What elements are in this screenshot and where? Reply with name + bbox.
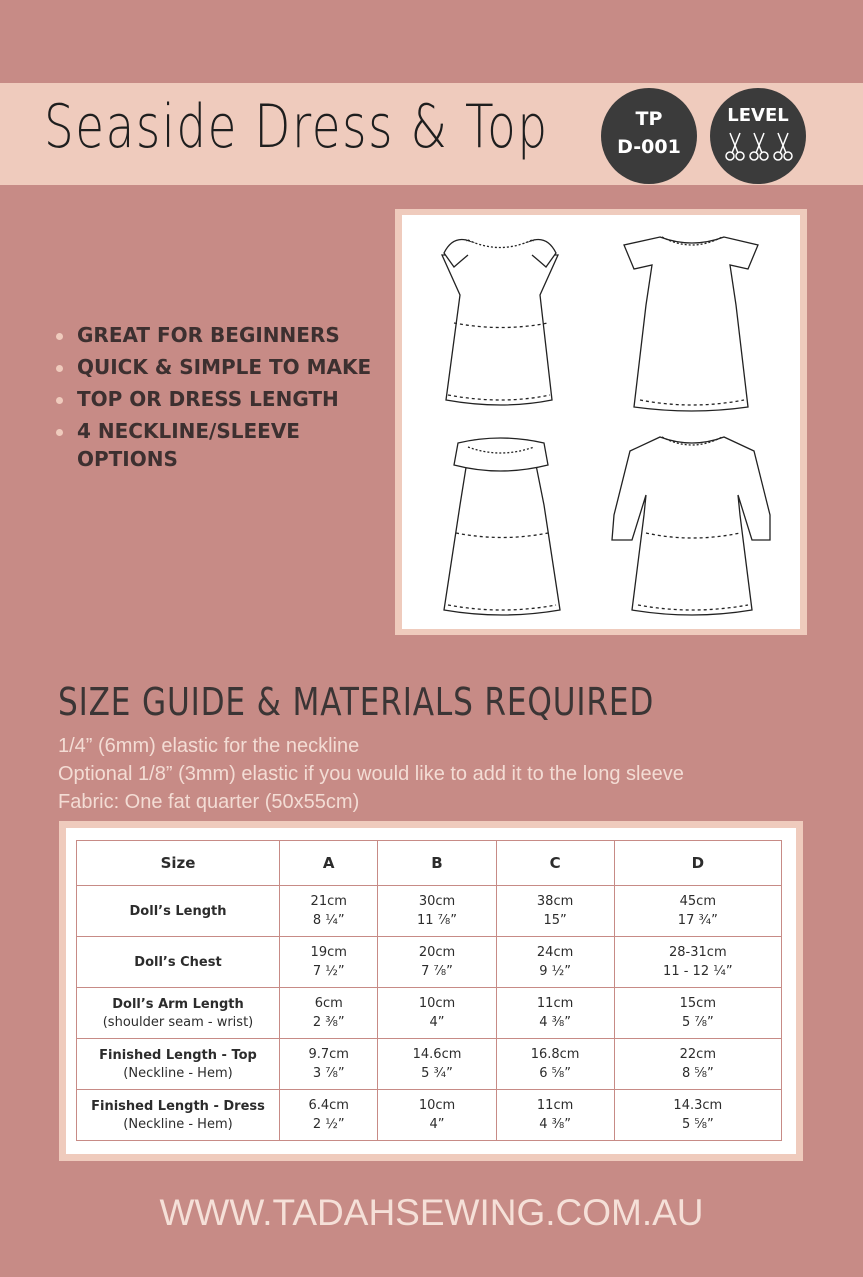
table-cell: 22cm 8 ⅝” <box>614 1039 781 1090</box>
table-cell: 15cm 5 ⅞” <box>614 988 781 1039</box>
pattern-code-prefix: TP <box>635 108 663 130</box>
scissors-icon <box>774 133 792 160</box>
table-row <box>77 1090 782 1141</box>
feature-item: GREAT FOR BEGINNERS <box>56 321 377 349</box>
column-header: B <box>378 841 496 886</box>
column-header: Size <box>77 841 280 886</box>
table-cell: 24cm 9 ½” <box>496 937 614 988</box>
cap-sleeve-dress-illustration <box>624 237 758 411</box>
row-label-main: Doll’s Arm Length <box>112 996 244 1012</box>
table-cell: 6.4cm 2 ½” <box>280 1090 378 1141</box>
feature-item: QUICK & SIMPLE TO MAKE <box>56 353 377 381</box>
column-header: C <box>496 841 614 886</box>
table-cell: 30cm 11 ⅞” <box>378 886 496 937</box>
table-cell: 20cm 7 ⅞” <box>378 937 496 988</box>
row-label <box>77 988 280 1039</box>
size-table <box>76 840 782 1141</box>
pattern-code-number: D-001 <box>617 136 681 158</box>
row-label-sub: (Neckline - Hem) <box>123 1116 233 1132</box>
row-label <box>77 1039 280 1090</box>
row-label-main: Finished Length - Dress <box>91 1098 265 1114</box>
row-label-main: Doll’s Length <box>129 903 227 919</box>
ruffle-neck-dress-illustration <box>444 438 560 615</box>
table-cell: 11cm 4 ⅜” <box>496 1090 614 1141</box>
level-badge <box>710 88 806 184</box>
table-row <box>77 937 782 988</box>
column-header: A <box>280 841 378 886</box>
table-cell: 9.7cm 3 ⅞” <box>280 1039 378 1090</box>
flutter-sleeve-dress-illustration <box>442 240 558 405</box>
website-url: WWW.TADAHSEWING.COM.AU <box>159 1192 704 1233</box>
feature-list <box>56 321 377 477</box>
level-label: LEVEL <box>727 105 789 126</box>
scissors-icon <box>750 133 768 160</box>
long-sleeve-dress-illustration <box>612 437 770 615</box>
table-cell: 10cm 4” <box>378 988 496 1039</box>
row-label <box>77 886 280 937</box>
table-cell: 6cm 2 ⅜” <box>280 988 378 1039</box>
material-line: 1/4” (6mm) elastic for the neckline <box>58 735 360 757</box>
table-row <box>77 988 782 1039</box>
table-cell: 10cm 4” <box>378 1090 496 1141</box>
table-row <box>77 886 782 937</box>
pattern-code-badge <box>601 88 697 184</box>
material-line: Optional 1/8” (3mm) elastic if you would like to add it to the long sleeve <box>58 763 684 785</box>
table-header-row <box>77 841 782 886</box>
level-scissors-icons <box>724 130 794 164</box>
table-cell: 21cm 8 ¼” <box>280 886 378 937</box>
table-cell: 14.3cm 5 ⅝” <box>614 1090 781 1141</box>
row-label <box>77 937 280 988</box>
table-cell: 19cm 7 ½” <box>280 937 378 988</box>
row-label <box>77 1090 280 1141</box>
column-header: D <box>614 841 781 886</box>
row-label-main: Finished Length - Top <box>99 1047 257 1063</box>
material-line: Fabric: One fat quarter (50x55cm) <box>58 791 360 813</box>
table-row <box>77 1039 782 1090</box>
row-label-sub: (shoulder seam - wrist) <box>102 1014 254 1030</box>
dress-illustrations <box>402 215 800 629</box>
table-cell: 45cm 17 ¾” <box>614 886 781 937</box>
section-title: SIZE GUIDE & MATERIALS REQUIRED <box>58 680 655 724</box>
table-cell: 11cm 4 ⅜” <box>496 988 614 1039</box>
page-title: Seaside Dress & Top <box>44 92 549 162</box>
feature-item: 4 NECKLINE/SLEEVE OPTIONS <box>56 417 377 473</box>
row-label-main: Doll’s Chest <box>134 954 222 970</box>
feature-item: TOP OR DRESS LENGTH <box>56 385 377 413</box>
row-label-sub: (Neckline - Hem) <box>123 1065 233 1081</box>
table-cell: 16.8cm 6 ⅝” <box>496 1039 614 1090</box>
table-cell: 14.6cm 5 ¾” <box>378 1039 496 1090</box>
table-cell: 28-31cm 11 - 12 ¼” <box>614 937 781 988</box>
materials-list <box>58 732 684 816</box>
scissors-icon <box>726 133 744 160</box>
table-cell: 38cm 15” <box>496 886 614 937</box>
